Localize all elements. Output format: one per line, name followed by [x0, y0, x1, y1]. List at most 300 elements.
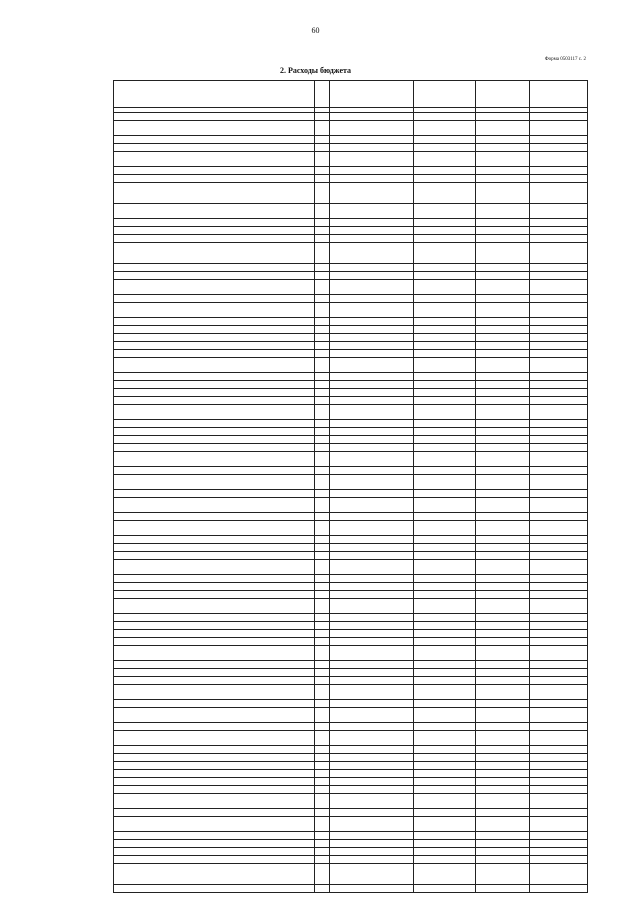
table-cell	[414, 389, 476, 397]
table-cell	[330, 272, 414, 280]
table-cell	[330, 326, 414, 334]
table-cell	[315, 381, 330, 389]
table-cell	[330, 583, 414, 591]
table-cell	[476, 264, 530, 272]
table-cell	[330, 167, 414, 175]
table-cell	[414, 428, 476, 436]
table-cell	[414, 544, 476, 552]
table-row	[114, 544, 588, 552]
table-row	[114, 264, 588, 272]
table-cell	[476, 746, 530, 754]
table-cell	[315, 420, 330, 428]
table-cell	[315, 397, 330, 405]
header-cell	[315, 81, 330, 108]
table-cell	[530, 121, 588, 136]
table-cell	[414, 840, 476, 848]
table-cell	[114, 175, 315, 183]
table-cell	[530, 318, 588, 326]
table-cell	[114, 204, 315, 219]
table-cell	[476, 444, 530, 452]
table-cell	[330, 264, 414, 272]
table-cell	[476, 490, 530, 498]
table-cell	[114, 840, 315, 848]
table-cell	[315, 622, 330, 630]
table-row	[114, 227, 588, 235]
table-cell	[114, 452, 315, 467]
table-row	[114, 848, 588, 856]
table-cell	[330, 358, 414, 373]
table-row	[114, 144, 588, 152]
table-row	[114, 436, 588, 444]
table-cell	[114, 669, 315, 677]
table-cell	[414, 204, 476, 219]
table-cell	[315, 490, 330, 498]
table-cell	[414, 121, 476, 136]
table-row	[114, 243, 588, 264]
table-row	[114, 560, 588, 575]
table-cell	[476, 840, 530, 848]
table-cell	[530, 614, 588, 622]
table-cell	[330, 661, 414, 669]
table-cell	[315, 219, 330, 227]
table-cell	[530, 817, 588, 832]
table-cell	[476, 467, 530, 475]
table-cell	[476, 397, 530, 405]
table-cell	[530, 754, 588, 762]
table-cell	[414, 381, 476, 389]
table-cell	[315, 708, 330, 723]
table-cell	[476, 121, 530, 136]
table-cell	[530, 136, 588, 144]
table-row	[114, 646, 588, 661]
table-row	[114, 358, 588, 373]
table-cell	[330, 638, 414, 646]
table-cell	[330, 350, 414, 358]
table-cell	[114, 144, 315, 152]
table-cell	[315, 591, 330, 599]
table-cell	[476, 334, 530, 342]
table-cell	[330, 794, 414, 809]
table-cell	[114, 397, 315, 405]
table-cell	[114, 272, 315, 280]
table-row	[114, 700, 588, 708]
table-cell	[114, 708, 315, 723]
table-cell	[530, 280, 588, 295]
table-cell	[114, 467, 315, 475]
table-cell	[330, 136, 414, 144]
table-row	[114, 113, 588, 121]
table-cell	[476, 405, 530, 420]
table-cell	[114, 856, 315, 864]
table-row	[114, 280, 588, 295]
table-cell	[476, 583, 530, 591]
table-cell	[330, 591, 414, 599]
table-cell	[114, 444, 315, 452]
table-cell	[414, 326, 476, 334]
table-cell	[414, 778, 476, 786]
table-cell	[330, 498, 414, 513]
table-row	[114, 669, 588, 677]
table-cell	[414, 272, 476, 280]
table-cell	[530, 723, 588, 731]
table-cell	[330, 144, 414, 152]
table-row	[114, 786, 588, 794]
table-cell	[114, 762, 315, 770]
table-cell	[315, 583, 330, 591]
table-row	[114, 622, 588, 630]
table-cell	[530, 428, 588, 436]
table-cell	[414, 560, 476, 575]
table-cell	[330, 452, 414, 467]
table-cell	[330, 809, 414, 817]
table-cell	[476, 452, 530, 467]
table-cell	[114, 152, 315, 167]
table-cell	[114, 121, 315, 136]
table-cell	[315, 638, 330, 646]
table-cell	[315, 175, 330, 183]
table-cell	[330, 243, 414, 264]
table-cell	[114, 794, 315, 809]
table-cell	[476, 544, 530, 552]
table-cell	[476, 864, 530, 885]
table-cell	[414, 848, 476, 856]
table-cell	[330, 513, 414, 521]
table-cell	[530, 326, 588, 334]
table-cell	[530, 167, 588, 175]
table-row	[114, 405, 588, 420]
table-cell	[414, 280, 476, 295]
table-row	[114, 661, 588, 669]
table-cell	[530, 840, 588, 848]
table-cell	[315, 560, 330, 575]
table-cell	[114, 334, 315, 342]
table-cell	[315, 264, 330, 272]
table-cell	[476, 318, 530, 326]
table-cell	[530, 420, 588, 428]
table-row	[114, 272, 588, 280]
table-cell	[330, 381, 414, 389]
table-cell	[530, 638, 588, 646]
table-cell	[330, 235, 414, 243]
table-cell	[476, 669, 530, 677]
table-cell	[114, 575, 315, 583]
table-cell	[414, 152, 476, 167]
table-row	[114, 121, 588, 136]
table-cell	[315, 599, 330, 614]
table-cell	[530, 521, 588, 536]
table-cell	[330, 708, 414, 723]
table-cell	[330, 295, 414, 303]
table-cell	[476, 326, 530, 334]
table-cell	[476, 243, 530, 264]
table-cell	[114, 685, 315, 700]
table-cell	[114, 373, 315, 381]
table-cell	[315, 786, 330, 794]
table-cell	[315, 832, 330, 840]
table-cell	[315, 467, 330, 475]
table-cell	[114, 405, 315, 420]
table-cell	[330, 560, 414, 575]
table-cell	[330, 428, 414, 436]
table-cell	[315, 152, 330, 167]
table-cell	[414, 397, 476, 405]
table-cell	[530, 646, 588, 661]
table-row	[114, 885, 588, 893]
table-cell	[476, 475, 530, 490]
table-row	[114, 840, 588, 848]
table-cell	[476, 144, 530, 152]
table-cell	[476, 685, 530, 700]
table-cell	[476, 661, 530, 669]
table-cell	[330, 669, 414, 677]
table-cell	[315, 498, 330, 513]
table-cell	[414, 809, 476, 817]
table-cell	[530, 381, 588, 389]
table-cell	[414, 669, 476, 677]
table-cell	[476, 272, 530, 280]
table-cell	[330, 544, 414, 552]
table-cell	[530, 452, 588, 467]
table-cell	[476, 235, 530, 243]
table-cell	[315, 334, 330, 342]
table-cell	[414, 754, 476, 762]
table-cell	[315, 235, 330, 243]
table-cell	[530, 599, 588, 614]
table-cell	[114, 243, 315, 264]
table-cell	[315, 669, 330, 677]
table-cell	[114, 809, 315, 817]
table-cell	[530, 746, 588, 754]
table-cell	[114, 646, 315, 661]
table-row	[114, 381, 588, 389]
table-cell	[476, 638, 530, 646]
table-cell	[114, 420, 315, 428]
table-cell	[315, 754, 330, 762]
table-cell	[476, 708, 530, 723]
table-cell	[530, 685, 588, 700]
table-cell	[476, 614, 530, 622]
table-row	[114, 754, 588, 762]
table-cell	[476, 848, 530, 856]
table-cell	[530, 700, 588, 708]
header-cell	[330, 81, 414, 108]
table-cell	[114, 614, 315, 622]
table-cell	[476, 809, 530, 817]
table-cell	[414, 630, 476, 638]
table-cell	[414, 731, 476, 746]
table-cell	[114, 817, 315, 832]
table-cell	[530, 183, 588, 204]
table-cell	[414, 405, 476, 420]
table-row	[114, 630, 588, 638]
table-cell	[330, 864, 414, 885]
table-cell	[530, 677, 588, 685]
table-cell	[315, 113, 330, 121]
table-cell	[114, 832, 315, 840]
table-cell	[330, 646, 414, 661]
table-cell	[315, 536, 330, 544]
table-row	[114, 389, 588, 397]
table-cell	[315, 864, 330, 885]
table-cell	[414, 536, 476, 544]
table-row	[114, 326, 588, 334]
table-cell	[530, 778, 588, 786]
table-cell	[315, 295, 330, 303]
table-cell	[315, 770, 330, 778]
table-cell	[530, 552, 588, 560]
table-row	[114, 817, 588, 832]
table-cell	[114, 227, 315, 235]
table-cell	[315, 630, 330, 638]
table-cell	[330, 614, 414, 622]
table-cell	[330, 599, 414, 614]
table-cell	[476, 303, 530, 318]
table-row	[114, 467, 588, 475]
table-row	[114, 428, 588, 436]
table-cell	[315, 700, 330, 708]
table-cell	[476, 770, 530, 778]
table-cell	[414, 303, 476, 318]
table-cell	[114, 136, 315, 144]
table-cell	[330, 856, 414, 864]
table-cell	[414, 264, 476, 272]
table-cell	[414, 622, 476, 630]
table-cell	[114, 591, 315, 599]
header-cell	[414, 81, 476, 108]
table-cell	[530, 809, 588, 817]
table-cell	[114, 630, 315, 638]
table-cell	[530, 832, 588, 840]
table-cell	[330, 521, 414, 536]
table-cell	[530, 708, 588, 723]
table-cell	[315, 342, 330, 350]
table-cell	[330, 436, 414, 444]
table-cell	[476, 175, 530, 183]
table-cell	[315, 272, 330, 280]
table-row	[114, 599, 588, 614]
table-cell	[315, 136, 330, 144]
table-row	[114, 864, 588, 885]
table-cell	[315, 326, 330, 334]
table-row	[114, 731, 588, 746]
table-cell	[114, 583, 315, 591]
table-cell	[114, 536, 315, 544]
table-cell	[414, 762, 476, 770]
table-cell	[414, 342, 476, 350]
table-cell	[114, 864, 315, 885]
table-row	[114, 723, 588, 731]
table-cell	[315, 848, 330, 856]
table-cell	[476, 599, 530, 614]
table-row	[114, 167, 588, 175]
table-cell	[414, 490, 476, 498]
table-cell	[114, 490, 315, 498]
table-row	[114, 770, 588, 778]
table-cell	[330, 700, 414, 708]
table-cell	[414, 358, 476, 373]
table-cell	[476, 521, 530, 536]
table-row	[114, 235, 588, 243]
table-cell	[114, 786, 315, 794]
table-cell	[530, 490, 588, 498]
table-cell	[330, 723, 414, 731]
table-cell	[530, 622, 588, 630]
table-cell	[330, 152, 414, 167]
table-cell	[530, 334, 588, 342]
table-cell	[114, 381, 315, 389]
table-cell	[476, 219, 530, 227]
table-cell	[330, 318, 414, 326]
table-row	[114, 303, 588, 318]
table-cell	[476, 381, 530, 389]
table-cell	[530, 731, 588, 746]
table-cell	[414, 243, 476, 264]
table-row	[114, 746, 588, 754]
table-cell	[330, 303, 414, 318]
table-cell	[530, 467, 588, 475]
table-cell	[315, 389, 330, 397]
table-cell	[315, 685, 330, 700]
table-cell	[114, 885, 315, 893]
table-cell	[114, 295, 315, 303]
table-row	[114, 397, 588, 405]
table-cell	[414, 786, 476, 794]
table-cell	[476, 778, 530, 786]
table-cell	[414, 183, 476, 204]
table-cell	[114, 428, 315, 436]
table-cell	[530, 272, 588, 280]
table-cell	[315, 544, 330, 552]
table-cell	[330, 754, 414, 762]
table-cell	[414, 677, 476, 685]
table-cell	[315, 762, 330, 770]
table-cell	[114, 303, 315, 318]
table-cell	[114, 280, 315, 295]
table-row	[114, 318, 588, 326]
table-cell	[114, 389, 315, 397]
table-cell	[114, 498, 315, 513]
table-cell	[330, 778, 414, 786]
section-title: 2. Расходы бюджета	[279, 66, 352, 75]
table-cell	[476, 560, 530, 575]
table-row	[114, 762, 588, 770]
table-cell	[114, 731, 315, 746]
table-cell	[530, 295, 588, 303]
table-cell	[476, 536, 530, 544]
table-cell	[414, 295, 476, 303]
table-cell	[315, 723, 330, 731]
header-cell	[114, 81, 315, 108]
table-cell	[330, 444, 414, 452]
table-cell	[315, 428, 330, 436]
table-cell	[114, 599, 315, 614]
table-cell	[114, 754, 315, 762]
page-number: 60	[311, 26, 320, 35]
table-cell	[414, 373, 476, 381]
table-row	[114, 677, 588, 685]
table-cell	[330, 467, 414, 475]
table-cell	[330, 770, 414, 778]
table-cell	[315, 746, 330, 754]
table-cell	[530, 405, 588, 420]
table-cell	[315, 817, 330, 832]
table-cell	[315, 121, 330, 136]
table-cell	[476, 350, 530, 358]
table-row	[114, 708, 588, 723]
table-cell	[114, 622, 315, 630]
table-row	[114, 136, 588, 144]
table-row	[114, 498, 588, 513]
